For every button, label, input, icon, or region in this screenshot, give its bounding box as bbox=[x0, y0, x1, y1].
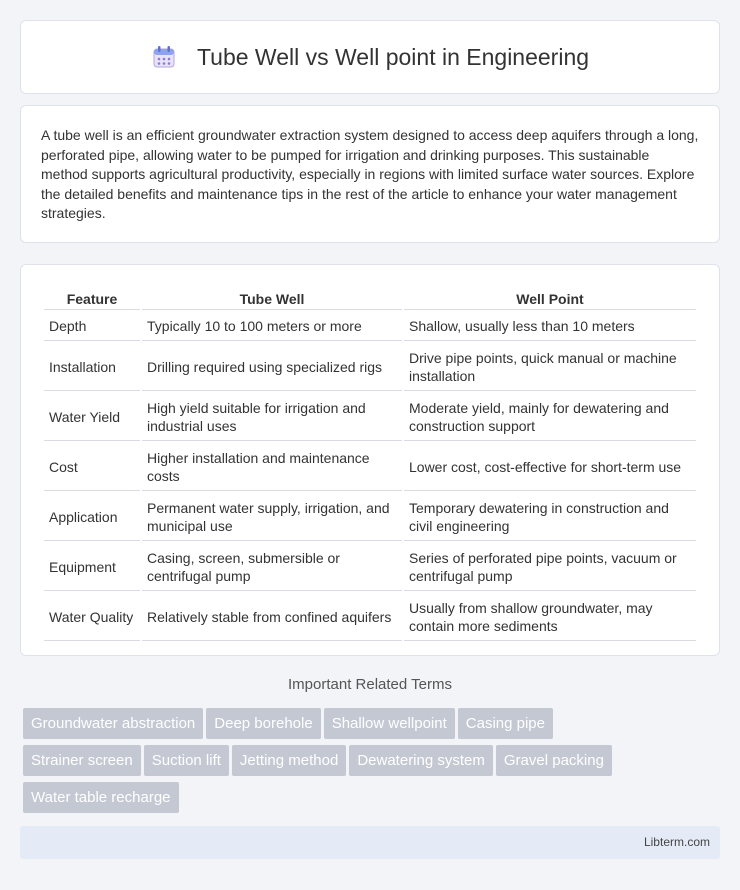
tag-strainer-screen[interactable]: Strainer screen bbox=[23, 745, 141, 776]
tag-shallow-wellpoint[interactable]: Shallow wellpoint bbox=[324, 708, 455, 739]
tag-suction-lift[interactable]: Suction lift bbox=[144, 745, 229, 776]
row-well-point: Temporary dewatering in construction and civil engineering bbox=[404, 493, 696, 541]
row-feature: Installation bbox=[44, 343, 140, 391]
tag-jetting-method[interactable]: Jetting method bbox=[232, 745, 346, 776]
table-row bbox=[44, 593, 696, 641]
related-terms-title: Important Related Terms bbox=[288, 676, 452, 693]
table-row bbox=[44, 343, 696, 391]
tag-gravel-packing[interactable]: Gravel packing bbox=[496, 745, 612, 776]
row-well-point: Shallow, usually less than 10 meters bbox=[404, 312, 696, 341]
row-well-point: Lower cost, cost-effective for short-term use bbox=[404, 443, 696, 491]
tag-groundwater-abstraction[interactable]: Groundwater abstraction bbox=[23, 708, 203, 739]
header-feature: Feature bbox=[44, 287, 140, 310]
row-tube-well: Permanent water supply, irrigation, and municipal use bbox=[142, 493, 402, 541]
title-card bbox=[20, 20, 720, 94]
row-tube-well: Relatively stable from confined aquifers bbox=[142, 593, 402, 641]
footer bbox=[20, 826, 720, 859]
tag-dewatering-system[interactable]: Dewatering system bbox=[349, 745, 493, 776]
header-well-point: Well Point bbox=[404, 287, 696, 310]
row-feature: Depth bbox=[44, 312, 140, 341]
page-title: Tube Well vs Well point in Engineering bbox=[196, 43, 590, 70]
tag-water-table-recharge[interactable]: Water table recharge bbox=[23, 782, 179, 813]
row-well-point: Drive pipe points, quick manual or machine installation bbox=[404, 343, 696, 391]
row-feature: Application bbox=[44, 493, 140, 541]
table-row bbox=[44, 393, 696, 441]
calendar-icon bbox=[151, 44, 177, 70]
row-tube-well: Typically 10 to 100 meters or more bbox=[142, 312, 402, 341]
comparison-table bbox=[42, 285, 698, 643]
footer-source-link[interactable]: Libterm.com bbox=[643, 835, 710, 849]
tag-deep-borehole[interactable]: Deep borehole bbox=[206, 708, 320, 739]
table-header-row bbox=[44, 287, 696, 310]
row-feature: Water Yield bbox=[44, 393, 140, 441]
related-terms-tags bbox=[23, 708, 723, 819]
row-well-point: Series of perforated pipe points, vacuum or centrifugal pump bbox=[404, 543, 696, 591]
row-well-point: Moderate yield, mainly for dewatering and construction support bbox=[404, 393, 696, 441]
table-row bbox=[44, 312, 696, 341]
row-tube-well: High yield suitable for irrigation and industrial uses bbox=[142, 393, 402, 441]
row-tube-well: Higher installation and maintenance costs bbox=[142, 443, 402, 491]
table-row bbox=[44, 443, 696, 491]
row-tube-well: Casing, screen, submersible or centrifugal pump bbox=[142, 543, 402, 591]
table-row bbox=[44, 543, 696, 591]
intro-paragraph: A tube well is an efficient groundwater extraction system designed to access deep aquifers through a long, perforated pipe, allowing water to be pumped for irrigation and drinking purposes. This sustainable method supports agricultural productivity, especially in regions with limited surface water sources. Explore the detailed benefits and maintenance tips in the rest of the article to enhance your water management strategies. bbox=[41, 127, 699, 222]
tag-casing-pipe[interactable]: Casing pipe bbox=[458, 708, 553, 739]
row-feature: Equipment bbox=[44, 543, 140, 591]
header-tube-well: Tube Well bbox=[142, 287, 402, 310]
intro-card bbox=[20, 105, 720, 243]
row-feature: Cost bbox=[44, 443, 140, 491]
row-tube-well: Drilling required using specialized rigs bbox=[142, 343, 402, 391]
comparison-table-card bbox=[20, 264, 720, 656]
row-feature: Water Quality bbox=[44, 593, 140, 641]
row-well-point: Usually from shallow groundwater, may contain more sediments bbox=[404, 593, 696, 641]
table-row bbox=[44, 493, 696, 541]
